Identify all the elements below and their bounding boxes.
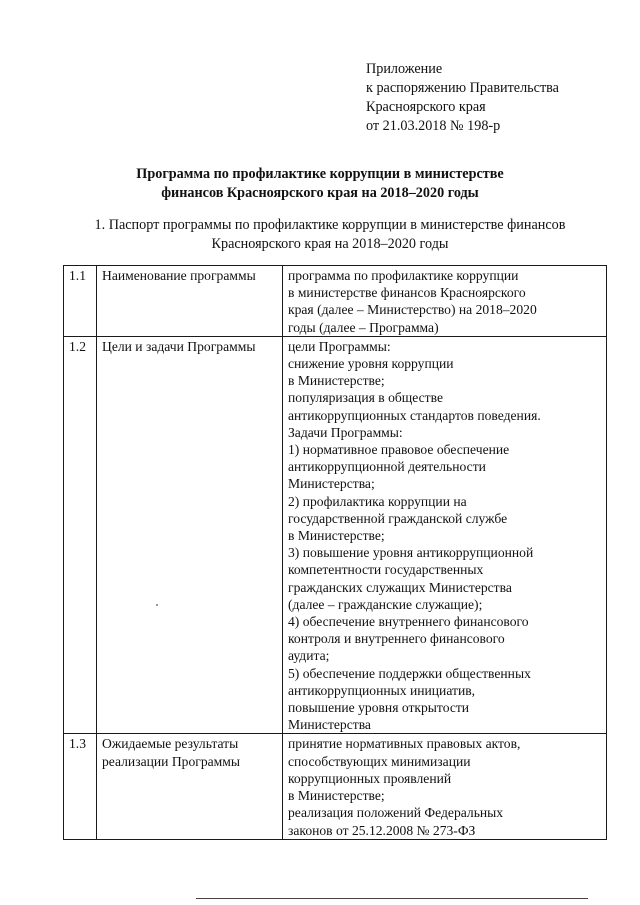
row-value-line: в Министерстве; xyxy=(288,528,385,544)
row-number-cell: 1.3 xyxy=(64,734,97,839)
passport-table xyxy=(63,265,607,840)
row-name-cell xyxy=(97,266,283,337)
row-value-line: годы (далее – Программа) xyxy=(288,319,439,335)
row-value-cell xyxy=(283,336,607,734)
row-value-line: в Министерстве; xyxy=(288,788,385,804)
row-value-cell xyxy=(283,734,607,839)
row-value-line: снижение уровня коррупции xyxy=(288,356,454,372)
row-name-line: Ожидаемые результаты xyxy=(102,736,239,752)
approval-line: от 21.03.2018 № 198-р xyxy=(366,118,501,134)
row-value-line: антикоррупционных стандартов поведения. xyxy=(288,407,541,423)
row-value-line: края (далее – Министерство) на 2018–2020 xyxy=(288,302,537,318)
section-line: 1. Паспорт программы по профилактике коррупции в министерстве финансов xyxy=(94,217,566,233)
row-value-line: программа по профилактике коррупции xyxy=(288,268,519,283)
row-value-line: законов от 25.12.2008 № 273-ФЗ xyxy=(288,822,476,838)
row-value-line: популяризация в обществе xyxy=(288,390,443,406)
section-heading xyxy=(60,216,600,254)
row-value-line: в Министерстве; xyxy=(288,373,385,389)
row-value-line: (далее – гражданские служащие); xyxy=(288,596,483,612)
row-value-line: принятие нормативных правовых актов, xyxy=(288,736,521,752)
passport-table-body xyxy=(64,266,607,840)
row-name-line: реализации Программы xyxy=(102,753,240,769)
table-row xyxy=(64,266,607,337)
row-value-line: 2) профилактика коррупции на xyxy=(288,493,467,509)
title-line: финансов Красноярского края на 2018–2020 годы xyxy=(161,185,479,201)
row-value-line: повышение уровня открытости xyxy=(288,700,470,716)
title-line: Программа по профилактике коррупции в министерстве xyxy=(136,166,504,182)
section-line: Красноярского края на 2018–2020 годы xyxy=(211,236,449,252)
row-value-line: в министерстве финансов Красноярского xyxy=(288,285,526,301)
row-name-line: Цели и задачи Программы xyxy=(102,338,256,354)
row-value-line: 5) обеспечение поддержки общественных xyxy=(288,665,531,681)
approval-line: Приложение xyxy=(366,61,443,77)
row-number-cell: 1.1 xyxy=(64,266,97,337)
row-value-line: Задачи Программы: xyxy=(288,424,403,440)
row-value-line: 4) обеспечение внутреннего финансового xyxy=(288,614,529,630)
row-value-cell xyxy=(283,266,607,337)
row-value-line: реализация положений Федеральных xyxy=(288,805,504,821)
row-value-line: государственной гражданской службе xyxy=(288,510,508,526)
row-value-line: Министерства; xyxy=(288,476,375,492)
row-number-cell: 1.2 xyxy=(64,336,97,734)
row-name-line: Наименование программы xyxy=(102,268,256,283)
row-value-line: способствующих минимизации xyxy=(288,753,471,769)
document-title xyxy=(60,165,580,203)
row-value-line: Министерства xyxy=(288,717,371,733)
scan-speck xyxy=(156,604,158,606)
row-value-line: коррупционных проявлений xyxy=(288,770,452,786)
row-value-line: гражданских служащих Министерства xyxy=(288,579,512,595)
table-row xyxy=(64,336,607,734)
row-value-line: антикоррупционной деятельности xyxy=(288,459,486,475)
row-value-line: аудита; xyxy=(288,648,330,664)
row-value-line: компетентности государственных xyxy=(288,562,484,578)
approval-block xyxy=(366,60,559,136)
table-row xyxy=(64,734,607,839)
row-value-line: контроля и внутреннего финансового xyxy=(288,631,505,647)
approval-line: к распоряжению Правительства xyxy=(366,80,559,96)
row-value-line: 3) повышение уровня антикоррупционной xyxy=(288,545,534,561)
row-name-cell xyxy=(97,734,283,839)
row-value-line: антикоррупционных инициатив, xyxy=(288,682,476,698)
row-value-line: 1) нормативное правовое обеспечение xyxy=(288,442,510,458)
row-value-line: цели Программы: xyxy=(288,338,391,354)
row-name-cell xyxy=(97,336,283,734)
bottom-rule xyxy=(196,898,588,899)
approval-line: Красноярского края xyxy=(366,99,486,115)
